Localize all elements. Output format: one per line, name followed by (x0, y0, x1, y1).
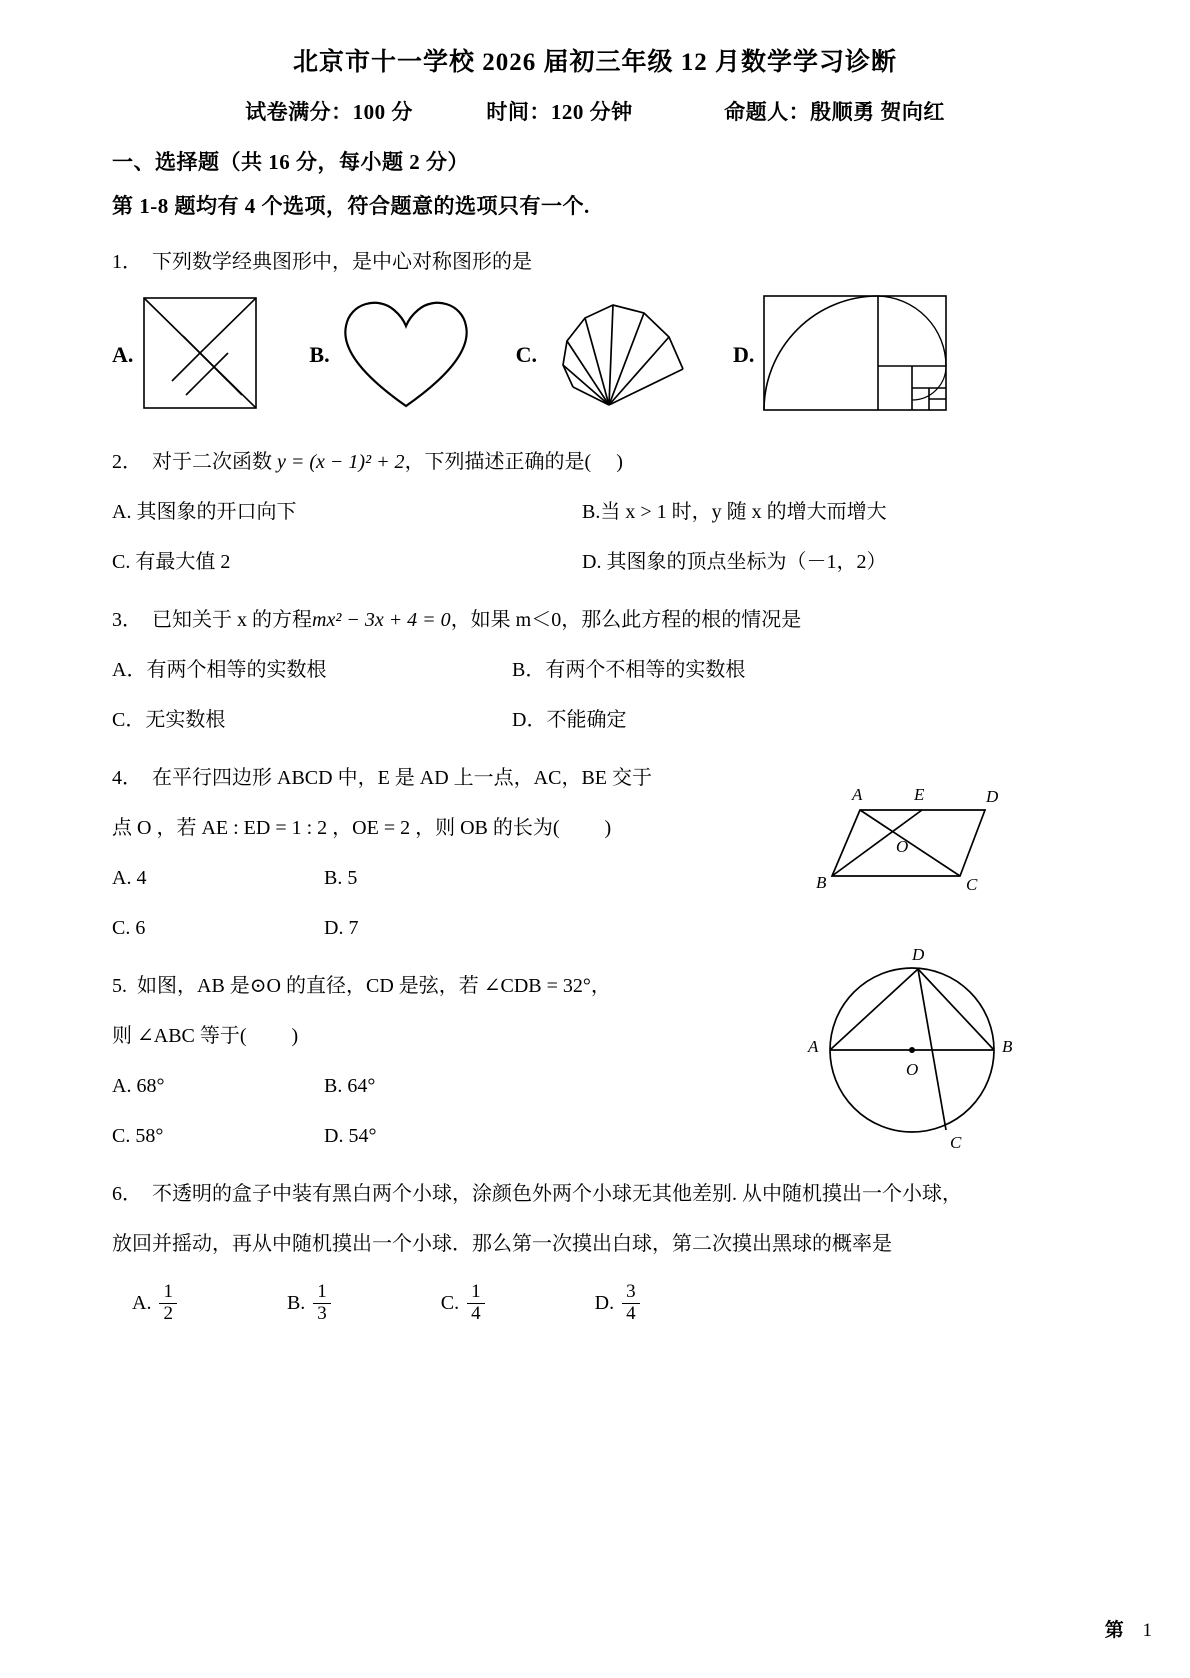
option-c-label: C. (440, 1291, 460, 1314)
question-1-text: 下列数学经典图形中，是中心对称图形的是 (152, 251, 532, 273)
question-6-line-1 (112, 1178, 1190, 1210)
option-a-label: A. (112, 342, 134, 367)
vertex-label-e: E (914, 785, 925, 804)
numerator: 3 (626, 1281, 636, 1302)
question-6-option-d[interactable] (595, 1282, 640, 1324)
section-instruction: 第 1-8 题均有 4 个选项，符合题意的选项只有一个. (112, 194, 590, 218)
question-3-option-b[interactable]: B．有两个不相等的实数根 (512, 659, 746, 681)
authors-text: 命题人：殷顺勇 贺向红 (724, 100, 945, 124)
question-4-option-c[interactable]: C. 6 (112, 917, 146, 939)
vertex-label-b: B (816, 873, 827, 892)
circle-with-diameter-figure (800, 940, 1030, 1160)
numerator: 1 (471, 1281, 481, 1302)
parallelogram-abcd-figure (810, 768, 1020, 903)
question-4-option-a[interactable]: A. 4 (112, 867, 147, 889)
question-2-option-c[interactable]: C. 有最大值 2 (112, 551, 231, 573)
question-3-option-d[interactable]: D．不能确定 (512, 709, 627, 731)
question-2-stem (112, 446, 1190, 478)
vertex-label-d: D (912, 945, 925, 964)
option-c-label: C. (515, 342, 537, 367)
page-number: 1 (1142, 1620, 1152, 1641)
question-2-number: 2． (112, 451, 142, 473)
vertex-label-o: O (906, 1060, 919, 1079)
center-point-dot (909, 1047, 915, 1053)
option-d-label: D. (594, 1291, 615, 1314)
question-3-options-row-1 (112, 654, 1190, 686)
question-1-number: 1． (112, 251, 142, 273)
question-2-text-pre: 对于二次函数 (152, 451, 277, 473)
question-4-text-2: 点 O ，若 AE : ED = 1 : 2 ，OE = 2 ，则 OB 的长为( ) (112, 817, 612, 839)
vertex-label-c: C (966, 875, 978, 894)
spiral-of-theodorus-figure (543, 293, 693, 418)
denominator: 3 (313, 1303, 331, 1325)
question-6-text-1: 不透明的盒子中装有黑白两个小球，涂颜色外两个小球无其他差别. 从中随机摸出一个小球， (152, 1183, 962, 1205)
question-2-option-a[interactable]: A. 其图象的开口向下 (112, 501, 297, 523)
total-score-text: 试卷满分：100 分 (245, 100, 413, 124)
question-4-line-1 (112, 762, 1190, 794)
page-footer (1105, 1615, 1152, 1642)
tangram-square-figure (139, 293, 269, 418)
option-b-label: B. (309, 342, 330, 367)
golden-spiral-figure (760, 292, 950, 419)
question-3-option-a[interactable]: A．有两个相等的实数根 (112, 659, 327, 681)
question-6-options-row (132, 1282, 1190, 1324)
footer-label: 第 (1104, 1620, 1124, 1641)
vertex-label-c: C (950, 1133, 962, 1152)
question-2-options-row-1 (112, 496, 1190, 528)
question-3-formula: mx² − 3x + 4 = 0 (312, 609, 451, 631)
question-4-option-d[interactable]: D. 7 (324, 917, 359, 939)
option-a-label: A. (132, 1291, 152, 1314)
denominator: 2 (159, 1303, 177, 1325)
option-b-label: B. (286, 1291, 306, 1314)
question-6-option-b[interactable] (287, 1282, 331, 1324)
duration-text: 时间：120 分钟 (486, 100, 633, 124)
vertex-label-a: A (852, 785, 863, 804)
question-3-option-c[interactable]: C．无实数根 (112, 709, 226, 731)
fraction-one-third (313, 1282, 331, 1324)
question-6-option-c[interactable] (441, 1282, 485, 1324)
question-1-stem (112, 246, 1190, 278)
question-6-option-a[interactable] (132, 1282, 177, 1324)
question-4-text-1: 在平行四边形 ABCD 中，E 是 AD 上一点，AC，BE 交于 (152, 767, 653, 789)
heart-figure (336, 293, 476, 418)
question-6-text-2: 放回并摇动，再从中随机摸出一个小球．那么第一次摸出白球，第二次摸出黑球的概率是 (112, 1233, 892, 1255)
exam-meta-line (0, 96, 1190, 126)
question-5-option-c[interactable]: C. 58° (112, 1125, 164, 1147)
question-2-option-d[interactable]: D. 其图象的顶点坐标为（－1，2） (582, 551, 887, 573)
question-5-number: 5. (112, 975, 127, 997)
denominator: 4 (467, 1303, 485, 1325)
question-4-number: 4． (112, 767, 142, 789)
question-5-option-a[interactable]: A. 68° (112, 1075, 165, 1097)
page-title: 北京市十一学校 2026 届初三年级 12 月数学学习诊断 (292, 49, 897, 76)
fraction-one-quarter (467, 1282, 485, 1324)
question-6-line-2 (112, 1228, 1190, 1260)
fraction-one-half (159, 1282, 177, 1324)
question-5-option-b[interactable]: B. 64° (324, 1075, 376, 1097)
question-3-options-row-2 (112, 704, 1190, 736)
option-d-label: D. (732, 342, 755, 367)
fraction-three-quarters (622, 1282, 640, 1324)
question-2-text-post: ，下列描述正确的是( ) (404, 451, 623, 473)
question-5-text-2: 则 ∠ABC 等于( ) (112, 1025, 299, 1047)
question-4-options-row-1 (112, 862, 1190, 894)
vertex-label-o: O (896, 837, 909, 856)
question-3-text-pre: 已知关于 x 的方程 (152, 609, 312, 631)
question-3-text-post: ，如果 m＜0，那么此方程的根的情况是 (450, 609, 802, 631)
question-2-options-row-2 (112, 546, 1190, 578)
vertex-label-a: A (808, 1037, 819, 1056)
section-heading: 一、选择题（共 16 分，每小题 2 分） (112, 150, 469, 174)
question-2-formula: y = (x − 1)² + 2 (277, 451, 405, 473)
question-3-stem (112, 604, 1190, 636)
question-4-option-b[interactable]: B. 5 (324, 867, 358, 889)
vertex-label-d: D (986, 787, 999, 806)
question-6-number: 6． (112, 1183, 142, 1205)
vertex-label-b: B (1002, 1037, 1013, 1056)
question-4-line-2 (112, 812, 1190, 844)
question-5-option-d[interactable]: D. 54° (324, 1125, 377, 1147)
numerator: 1 (163, 1281, 173, 1302)
question-1-figure-options (112, 290, 1190, 420)
question-5-text-1: 如图，AB 是⊙O 的直径，CD 是弦，若 ∠CDB = 32°， (137, 975, 611, 997)
question-3-number: 3． (112, 609, 142, 631)
denominator: 4 (622, 1303, 640, 1325)
question-2-option-b[interactable]: B.当 x > 1 时，y 随 x 的增大而增大 (582, 501, 887, 523)
numerator: 1 (317, 1281, 327, 1302)
